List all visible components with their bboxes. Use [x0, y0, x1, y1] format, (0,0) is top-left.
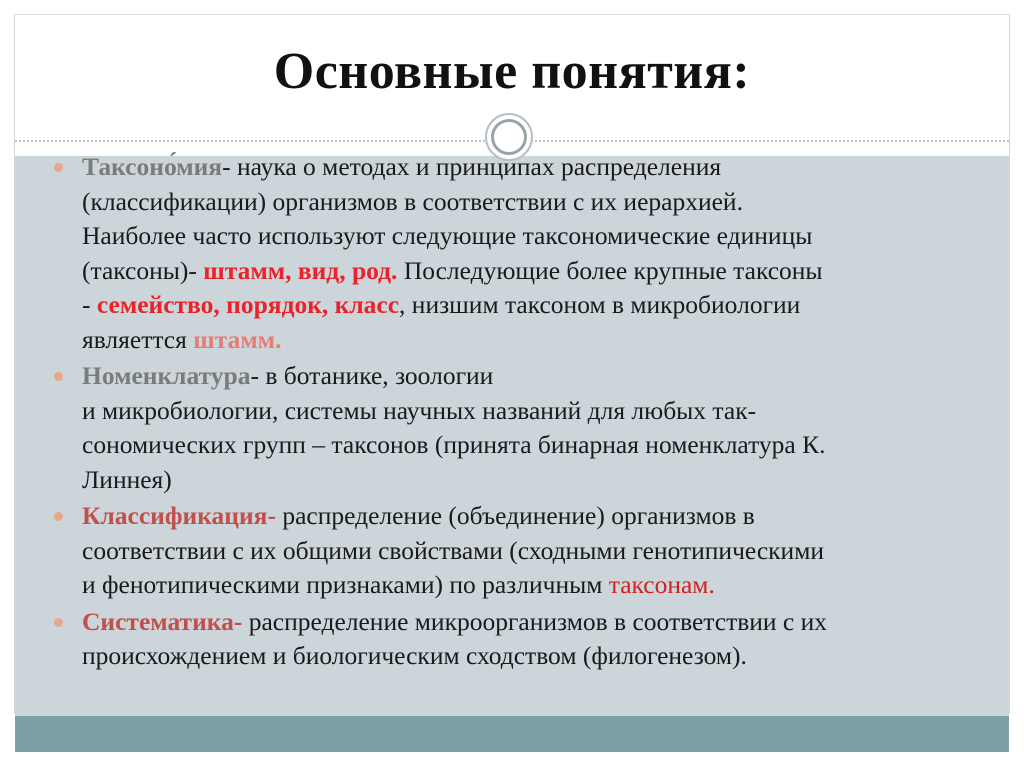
bullet-line [82, 288, 1019, 323]
highlight-strain: штамм. [193, 324, 282, 354]
highlight-taxa-plural: таксонам. [608, 570, 715, 599]
definition-text: (таксоны)- [82, 255, 197, 285]
term-classification: Классификация- [82, 501, 276, 530]
bullet-line [82, 359, 1019, 394]
definition-text: и фенотипическими признаками) по различным [82, 570, 603, 599]
highlight-taxa: штамм, вид, род. [203, 255, 398, 285]
bullet-line [82, 568, 1019, 603]
page-title: Основные понятия: [273, 43, 751, 100]
bullet-taxonomy [54, 150, 1019, 357]
bullet-line [82, 150, 1019, 185]
bullet-line: Наиболее часто используют следующие таксономические единицы [82, 221, 813, 250]
bullet-dot-icon [54, 618, 63, 627]
definition-text: , низшим таксоном в микробиологии [399, 290, 801, 319]
term-systematics: Систематика- [82, 606, 243, 636]
bullet-list [54, 150, 1019, 674]
bullet-line: сономических групп – таксонов (принята бинарная номенклатура К. [82, 430, 826, 459]
bullet-dot-icon [54, 512, 63, 521]
definition-text: распределение микроорганизмов в соответствии с их [242, 606, 828, 636]
bullet-line: происхождением и биологическим сходством (филогенезом). [82, 641, 747, 670]
bullet-line: соответствии с их общими свойствами (сходными генотипическими [82, 535, 824, 565]
bullet-systematics [54, 605, 1019, 674]
bullet-line [82, 254, 1019, 289]
bullet-line: Линнея) [82, 464, 172, 494]
definition-text: являеттся [82, 324, 187, 354]
bullet-dot-icon [54, 163, 63, 172]
definition-text: - в ботанике, зоологии [250, 361, 494, 390]
bullet-line [82, 605, 1019, 640]
bullet-line: и микробиологии, системы научных названий для любых так- [82, 395, 757, 425]
bullet-line [82, 323, 1019, 358]
highlight-higher-taxa: семейство, порядок, класс [96, 290, 400, 319]
term-nomenclature: Номенклатура [82, 361, 251, 390]
definition-text: - наука о методах и принципах распределения [222, 152, 722, 181]
bullet-line [82, 499, 1019, 534]
bullet-nomenclature [54, 359, 1019, 497]
footer-bar [15, 716, 1009, 752]
term-taxonomy: Таксоно́мия [82, 152, 223, 181]
definition-text: распределение (объединение) организмов в [275, 501, 755, 530]
bullet-dot-icon [54, 372, 63, 381]
bullet-line: (классификации) организмов в соответствии с их иерархией. [82, 186, 743, 216]
definition-text: Последующие более крупные таксоны [397, 255, 823, 285]
bullet-classification [54, 499, 1019, 603]
definition-text: - [82, 290, 91, 319]
